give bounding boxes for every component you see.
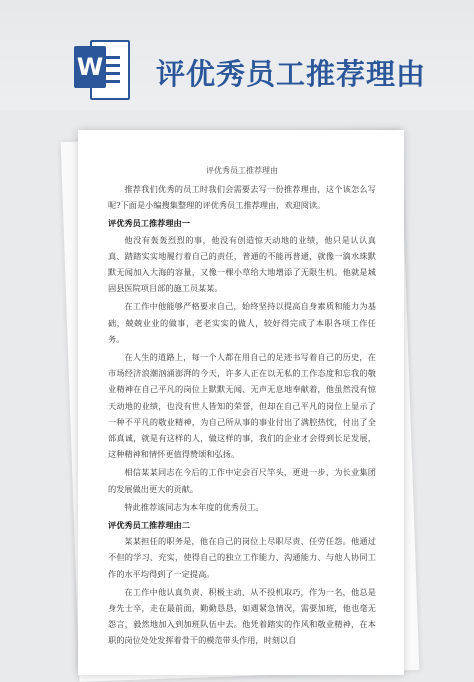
word-document-icon (74, 36, 128, 100)
paragraph: 特此推荐该同志为本年度的优秀员工。 (124, 501, 264, 512)
page-title: 评优秀员工推荐理由 (156, 57, 427, 91)
paragraph: 在工作中他认真负责、积极主动、从不投机取巧，作为一名，他总是身先士卒，走在最前面，勤勤恳恳，如遇紧急情况，需要加班，他也毫无怨言，毅然地加入到加班队伍中去。他凭着踏实的作风和敬业精神，在本职的岗位处处发挥着骨干的模范带头作用，时刻以自 (108, 586, 376, 646)
paragraph: 推荐我们优秀的员工时我们会需要去写一份推荐理由，这个该怎么写呢?下面是小编搜集整理的评优秀员工推荐理由，欢迎阅读。 (108, 184, 376, 211)
paragraph: 他没有轰轰烈烈的事，他没有创造惊天动地的业绩，他只是认认真真、踏踏实实地履行着自己的责任，普通的不能再普通，就像一滴水珠默默无闻加入大海的容量，又像一棵小草给大地增添了无限生机。他就是城固县医院项目部的施工员某某。 (108, 234, 376, 294)
paragraph: 相信某某同志在今后的工作中定会百尺竿头，更进一步，为长业集团的发展做出更大的贡献。 (108, 467, 376, 494)
header-banner (0, 0, 474, 110)
section-heading: 评优秀员工推荐理由二 (108, 520, 190, 531)
document-page (78, 130, 404, 675)
word-icon-letter: W (74, 46, 106, 88)
paragraph: 在工作中他能够严格要求自己，始终坚持以提高自身素质和能力为基础，兢兢业业的做事，老老实实的做人，较好得完成了本职各项工作任务。 (108, 301, 376, 344)
paragraph: 某某担任的职务是，他在自己的岗位上尽职尽责、任劳任怨。他通过不但的学习、充实，使得自己的独立工作能力、沟通能力、与他人协同工作的水平均得到了一定提高。 (108, 536, 376, 579)
document-heading: 评优秀员工推荐理由 (206, 166, 278, 175)
document-body (108, 164, 376, 651)
section-heading: 评优秀员工推荐理由一 (108, 218, 190, 229)
paragraph: 在人生的道路上，每一个人都在用自己的足迹书写着自己的历史，在市场经济浪潮汹涌澎湃的今天，许多人正在以无私的工作态度和忘我的敬业精神在自己平凡的岗位上默默无闻、无声无息地奉献着，他虽然没有惊天动地的业绩，也没有世人皆知的荣誉，但却在自己平凡的岗位上显示了一种不平凡的敬业精神，为自己所从事的事业付出了满腔热忱，付出了全部真诚，就是有这样的人，做这样的事，我们的企业才会得到长足发展，这种精神和情怀更值得赞颂和弘扬。 (108, 352, 376, 460)
